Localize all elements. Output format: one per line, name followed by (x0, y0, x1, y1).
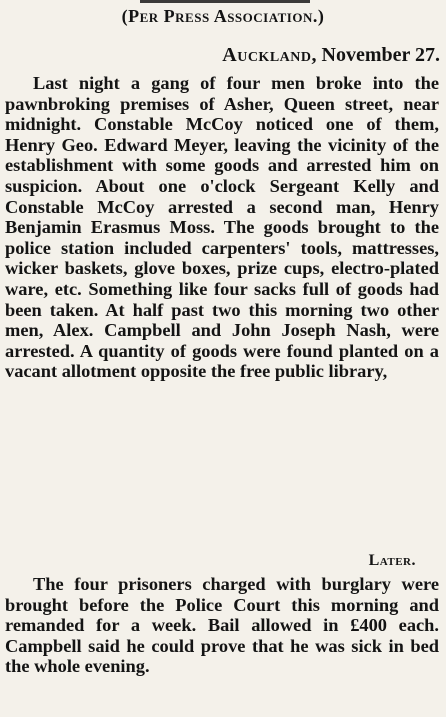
article-paragraph-2: The four prisoners charged with burglary were brought before the Police Court this morning and remanded for a week. Bail allowed in £400 each. Campbell said he could prove that he was sick in bed the whole evening. (5, 574, 439, 677)
press-credit: (Per Press Association.) (121, 6, 325, 26)
later-subheading: Later. (368, 552, 416, 569)
headline-remnant (140, 0, 310, 3)
article-paragraph-1: Last night a gang of four men broke into the pawnbroking premises of Asher, Queen street, near midnight. Constable McCoy noticed one of them, Henry Geo. Edward Meyer, leaving the vicinity of the establishment with some goods and arrested him on suspicion. About one o'clock Sergeant Kelly and Constable McCoy arrested a second man, Henry Benjamin Erasmus Moss. The goods brought to the police station included carpenters' tools, mattresses, wicker baskets, glove boxes, prize cups, electro-plated ware, etc. Something like four sacks full of goods had been taken. At half past two this morning two other men, Alex. Campbell and John Joseph Nash, were arrested. A quantity of goods were found planted on a vacant allotment opposite the free public library, (5, 73, 439, 382)
dateline-date: , November 27. (311, 44, 440, 66)
dateline-place: Auckland (222, 44, 312, 66)
dateline (0, 44, 440, 67)
